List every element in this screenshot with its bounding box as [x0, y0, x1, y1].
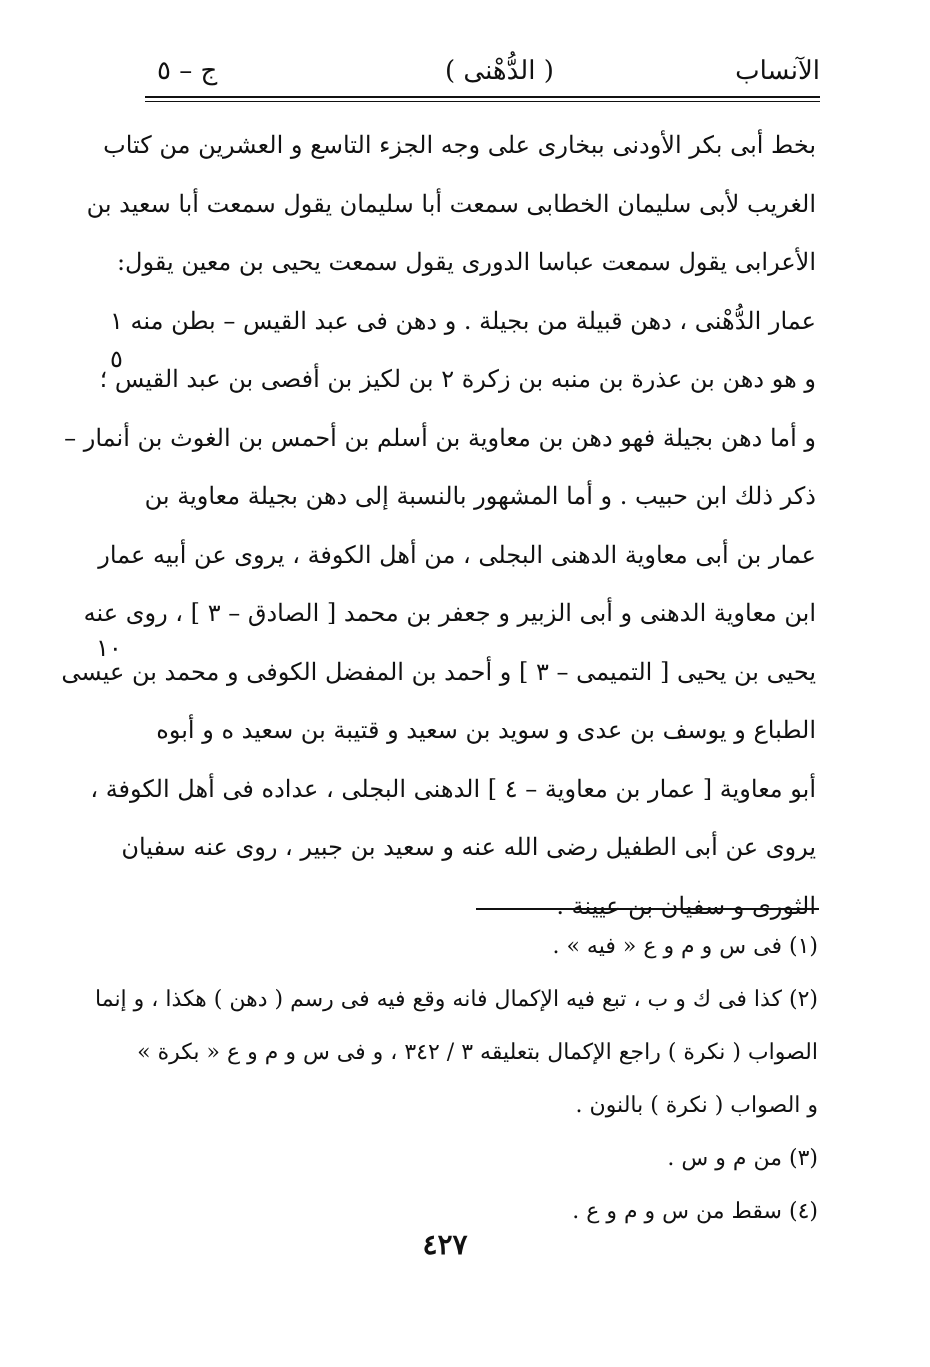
footnote: (٢) كذا فى ك و ب ، تبع فيه الإكمال فانه وقع فيه فى رسم ( دهن ) هكذا ، و إنما	[95, 987, 818, 1012]
footnotes	[95, 920, 818, 1238]
footnote: و الصواب ( نكرة ) بالنون .	[575, 1093, 818, 1118]
footnote: الصواب ( نكرة ) راجع الإكمال بتعليقه ٣ / ٣٤٢ ، و فى س و م و ع « بكرة »	[137, 1040, 818, 1065]
text-line: يحيى بن يحيى [ التميمى – ٣ ] و أحمد بن المفضل الكوفى و محمد بن عيسى	[61, 657, 816, 686]
text-line: الطباع و يوسف بن عدى و سويد بن سعيد و قتيبة بن سعيد ه و أبوه	[156, 716, 816, 744]
text-line: الغريب لأبى سليمان الخطابى سمعت أبا سليمان يقول سمعت أبا سعيد بن	[86, 189, 816, 218]
footnote-separator	[476, 908, 819, 910]
text-line: الثورى و سفيان بن عيينة .	[556, 891, 816, 920]
line-number-10: ١٠	[96, 634, 122, 662]
text-line: عمار بن أبى معاوية الدهنى البجلى ، من أهل الكوفة ، يروى عن أبيه عمار	[98, 540, 816, 569]
header-rule	[145, 96, 820, 102]
footnote: (٤) سقط من س و م و ع .	[572, 1199, 818, 1224]
text-line: أبو معاوية [ عمار بن معاوية – ٤ ] الدهنى البجلى ، عداده فى أهل الكوفة ،	[90, 774, 816, 803]
text-line: بخط أبى بكر الأودنى ببخارى على وجه الجزء التاسع و العشرين من كتاب	[103, 131, 816, 159]
text-line: ذكر ذلك ابن حبيب . و أما المشهور بالنسبة إلى دهن بجيلة معاوية بن	[144, 482, 816, 510]
text-line: ابن معاوية الدهنى و أبى الزبير و جعفر بن محمد [ الصادق – ٣ ] ، روى عنه	[83, 599, 816, 627]
page-header	[145, 52, 820, 92]
footnote: (١) فى س و م و ع « فيه » .	[552, 934, 818, 959]
text-line: عمار الدُّهْنى ، دهن قبيلة من بجيلة . و دهن فى عبد القيس – بطن منه ١	[109, 306, 816, 335]
text-line: يروى عن أبى الطفيل رضى الله عنه و سعيد بن جبير ، روى عنه سفيان	[121, 833, 816, 861]
volume-number: ج – ٥	[157, 56, 218, 86]
running-title: الآنساب	[735, 56, 820, 86]
text-line: و هو دهن بن عذرة بن منبه بن زكرة ٢ بن لكيز بن أفصى بن عبد القيس ؛	[99, 365, 816, 393]
text-line: و أما دهن بجيلة فهو دهن بن معاوية بن أسلم بن أحمس بن الغوث بن أنمار –	[64, 423, 816, 452]
text-line: الأعرابى يقول سمعت عباسا الدورى يقول سمعت يحيى بن معين يقول:	[116, 248, 816, 276]
section-title: ( الدُّهْنى )	[445, 56, 554, 86]
page-number: ٤٢٧	[422, 1228, 468, 1261]
line-number-5: ٥	[110, 345, 123, 373]
footnote: (٣) من م و س .	[667, 1146, 818, 1171]
